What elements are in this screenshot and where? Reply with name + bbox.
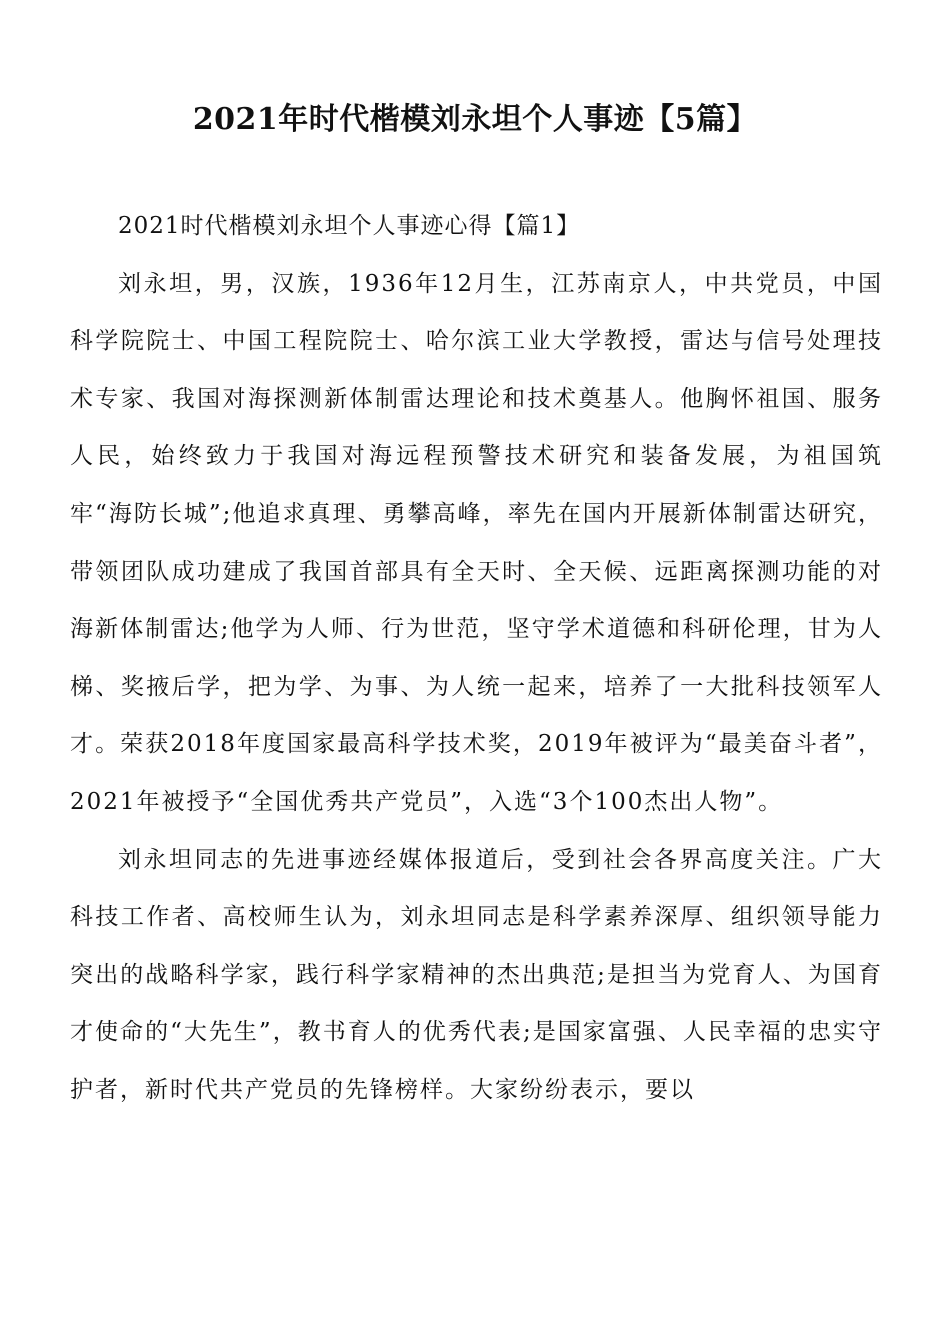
paragraph-2: 刘永坦同志的先进事迹经媒体报道后，受到社会各界高度关注。广大科技工作者、高校师生认为，刘永坦同志是科学素养深厚、组织领导能力突出的战略科学家，践行科学家精神的杰出典范;是担当为党育人、为国育才使命的“大先生”，教书育人的优秀代表;是国家富强、人民幸福的忠实守护者，新时代共产党员的先锋榜样。大家纷纷表示，要以	[70, 846, 883, 1103]
document-body	[70, 198, 883, 1120]
section-heading: 2021时代楷模刘永坦个人事迹心得【篇1】	[118, 213, 581, 239]
document-title: 2021年时代楷模刘永坦个人事迹【5篇】	[192, 102, 758, 137]
paragraph-1: 刘永坦，男，汉族，1936年12月生，江苏南京人，中共党员，中国科学院院士、中国工程院院士、哈尔滨工业大学教授，雷达与信号处理技术专家、我国对海探测新体制雷达理论和技术奠基人。他胸怀祖国、服务人民，始终致力于我国对海远程预警技术研究和装备发展，为祖国筑牢“海防长城”;他追求真理、勇攀高峰，率先在国内开展新体制雷达研究，带领团队成功建成了我国首部具有全天时、全天候、远距离探测功能的对海新体制雷达;他学为人师、行为世范，坚守学术道德和科研伦理，甘为人梯、奖掖后学，把为学、为事、为人统一起来，培养了一大批科技领军人才。荣获2018年度国家最高科学技术奖，2019年被评为“最美奋斗者”，2021年被授予“全国优秀共产党员”，入选“3个100杰出人物”。	[70, 270, 883, 815]
